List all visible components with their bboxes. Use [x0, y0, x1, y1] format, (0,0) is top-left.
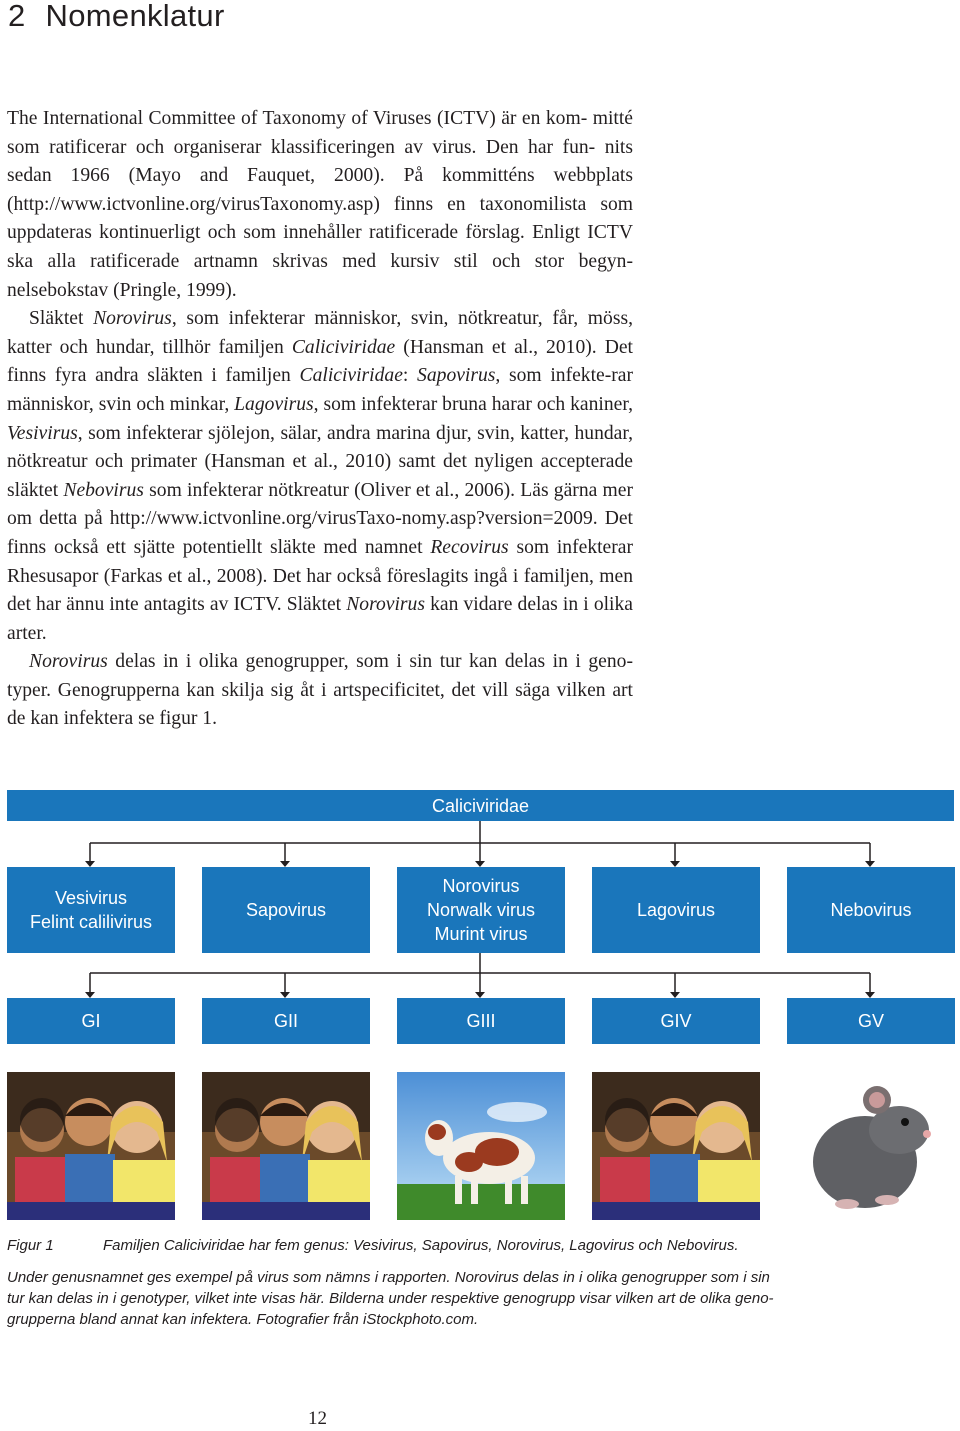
children-photo: [7, 1072, 175, 1220]
chapter-number: 2: [8, 0, 26, 33]
cow-photo: [397, 1072, 565, 1220]
paragraph-2: Släktet Norovirus, som infekterar människor, svin, nötkreatur, får, möss, katter och hundar, tillhör familjen Caliciviridae (Hansman et al., 2010). Det finns fyra andra släkten i familjen Caliciviridae: Sapovirus, som infekte-rar människor, svin och minkar, Lagovirus, som infekterar bruna harar och kaniner, Vesivirus, som infekterar sjölejon, sälar, andra marina djur, svin, katter, hundar, nötkreatur och primater (Hansman et al., 2010) samt det nyligen accepterade släktet Nebovirus som infekterar nötkreatur (Oliver et al., 2006). Läs gärna mer om detta på http://www.ictvonline.org/virusTaxo-nomy.asp?version=2009. Det finns också ett sjätte potentiellt släkte med namnet Recovirus som infekterar Rhesusapor (Farkas et al., 2008). Det har också föreslagits ingå i familjen, men det har ännu inte antagits av ICTV. Släktet Norovirus kan vidare delas in i olika arter.: [7, 308, 634, 644]
figure-caption-text: Familjen Caliciviridae har fem genus: Vesivirus, Sapovirus, Norovirus, Lagovirus och Nebovirus.: [103, 1237, 739, 1254]
figure-caption: [7, 1235, 937, 1256]
genogroup-box-giv: GIV: [592, 998, 760, 1044]
genogroup-box-gii: GII: [202, 998, 370, 1044]
genus-box-norovirus: Norovirus Norwalk virus Murint virus: [397, 867, 565, 953]
figure-label: Figur 1: [7, 1237, 54, 1254]
genogroup-box-giii: GIII: [397, 998, 565, 1044]
paragraph-3: Norovirus delas in i olika genogrupper, som i sin tur kan delas in i geno-typer. Genogrupperna kan skilja sig åt i artspecificitet, det vill säga vilken art de kan infektera se figur 1.: [7, 651, 633, 730]
mouse-photo: [787, 1072, 955, 1220]
chapter-title: Nomenklatur: [45, 0, 225, 33]
page-number: 12: [308, 1408, 327, 1429]
children-photo: [592, 1072, 760, 1220]
genogroup-box-gi: GI: [7, 998, 175, 1044]
paragraph-1: The International Committee of Taxonomy of Viruses (ICTV) är en kom- mitté som ratificerar och organiserar klassificeringen av virus. Den har fun- nits sedan 1966 (Mayo and Fauquet, 2000). På kommitténs webbplats (http://www.ictvonline.org/virusTaxonomy.asp) finns en taxonomilista som uppdateras kontinuerligt och som innehåller ratificerade förslag. Enligt ICTV ska alla ratificerade artnamn skrivas med kursiv stil och stor begyn- nelsebokstav (Pringle, 1999).: [7, 108, 633, 301]
genogroup-box-gv: GV: [787, 998, 955, 1044]
genus-box-nebovirus: Nebovirus: [787, 867, 955, 953]
genus-box-lagovirus: Lagovirus: [592, 867, 760, 953]
family-box: Caliciviridae: [7, 790, 954, 821]
genus-box-vesivirus: Vesivirus Felint calilivirus: [7, 867, 175, 953]
children-photo: [202, 1072, 370, 1220]
figure-note: Under genusnamnet ges exempel på virus som nämns i rapporten. Norovirus delas in i olika genogrupper som i sin tur kan delas in i genotyper, vilket inte visas här. Bilderna under respektive genogrupp visar vilken art de olika geno- grupperna bland annat kan infektera. Fotografier från iStockphoto.com.: [7, 1269, 774, 1328]
genus-box-sapovirus: Sapovirus: [202, 867, 370, 953]
